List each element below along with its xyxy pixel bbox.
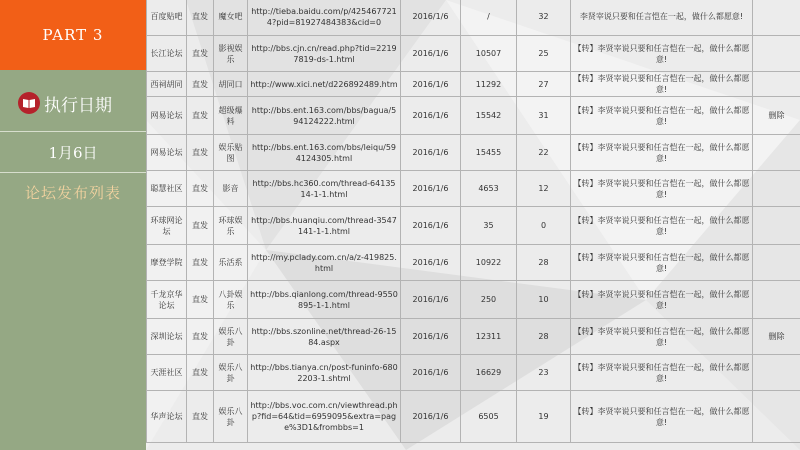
forum-cell: 网易论坛 [147,97,187,135]
forum-cell: 天涯社区 [147,355,187,391]
table-row [147,36,800,72]
replies-cell: 10 [517,281,571,319]
title-cell: 李贤宰说只要和任言恺在一起，做什么都愿意! [571,0,753,36]
url-cell: http://bbs.hc360.com/thread-6413514-1-1.html [248,171,401,207]
type-cell: 直发 [187,355,214,391]
type-cell: 直发 [187,97,214,135]
type-cell: 直发 [187,135,214,171]
replies-cell: 23 [517,355,571,391]
type-cell: 直发 [187,245,214,281]
type-cell: 直发 [187,207,214,245]
note-cell [753,281,800,319]
date-cell: 2016/1/6 [401,0,461,36]
title-cell: 【转】李贤宰说只要和任言恺在一起，做什么都愿意! [571,171,753,207]
date-cell: 2016/1/6 [401,207,461,245]
note-cell [753,0,800,36]
replies-cell: 27 [517,72,571,97]
table-row [147,97,800,135]
title-cell: 【转】李贤宰说只要和任言恺在一起，做什么都愿意! [571,355,753,391]
divider [0,131,146,132]
title-cell: 【转】李贤宰说只要和任言恺在一起，做什么都愿意! [571,72,753,97]
book-icon [18,92,40,114]
section-cell: 乐活系 [214,245,248,281]
url-cell: http://www.xici.net/d226892489.htm [248,72,401,97]
views-cell: 250 [461,281,517,319]
forum-cell: 千龙京华论坛 [147,281,187,319]
replies-cell: 12 [517,171,571,207]
date-cell: 2016/1/6 [401,391,461,443]
forum-cell: 长江论坛 [147,36,187,72]
type-cell: 直发 [187,171,214,207]
forum-post-table [146,0,800,443]
date-cell: 2016/1/6 [401,245,461,281]
views-cell: 11292 [461,72,517,97]
date-cell: 2016/1/6 [401,319,461,355]
sidebar [0,0,146,450]
replies-cell: 19 [517,391,571,443]
table-row [147,391,800,443]
url-cell: http://bbs.qianlong.com/thread-9550895-1-1.html [248,281,401,319]
note-cell: 删除 [753,97,800,135]
forum-cell: 摩登学院 [147,245,187,281]
views-cell: 12311 [461,319,517,355]
date-cell: 2016/1/6 [401,36,461,72]
section-cell: 八卦娱乐 [214,281,248,319]
views-cell: 15542 [461,97,517,135]
title-cell: 【转】李贤宰说只要和任言恺在一起，做什么都愿意! [571,281,753,319]
section-cell: 魔女吧 [214,0,248,36]
note-cell [753,72,800,97]
table-row [147,319,800,355]
section-cell: 环球娱乐 [214,207,248,245]
table-row [147,135,800,171]
type-cell: 直发 [187,72,214,97]
table-row [147,245,800,281]
section-cell: 胡同口 [214,72,248,97]
url-cell: http://my.pclady.com.cn/a/z-419825.html [248,245,401,281]
forum-cell: 华声论坛 [147,391,187,443]
execution-date-heading [18,90,112,116]
date-cell: 2016/1/6 [401,135,461,171]
views-cell: / [461,0,517,36]
forum-cell: 环球网论坛 [147,207,187,245]
table-row [147,355,800,391]
replies-cell: 28 [517,245,571,281]
replies-cell: 22 [517,135,571,171]
views-cell: 15455 [461,135,517,171]
url-cell: http://bbs.tianya.cn/post-funinfo-6802203-1.shtml [248,355,401,391]
section-cell: 超级爆料 [214,97,248,135]
note-cell [753,355,800,391]
forum-cell: 西祠胡同 [147,72,187,97]
type-cell: 直发 [187,391,214,443]
table-row [147,72,800,97]
views-cell: 35 [461,207,517,245]
note-cell: 删除 [753,319,800,355]
date-cell: 2016/1/6 [401,355,461,391]
title-cell: 【转】李贤宰说只要和任言恺在一起，做什么都愿意! [571,319,753,355]
table-row [147,281,800,319]
section-cell: 影音 [214,171,248,207]
url-cell: http://bbs.huanqiu.com/thread-3547141-1-1.html [248,207,401,245]
note-cell [753,36,800,72]
type-cell: 直发 [187,0,214,36]
date-cell: 2016/1/6 [401,281,461,319]
date-cell: 2016/1/6 [401,171,461,207]
section-cell: 娱乐八卦 [214,319,248,355]
title-cell: 【转】李贤宰说只要和任言恺在一起，做什么都愿意! [571,97,753,135]
title-cell: 【转】李贤宰说只要和任言恺在一起，做什么都愿意! [571,391,753,443]
views-cell: 16629 [461,355,517,391]
forum-cell: 网易论坛 [147,135,187,171]
url-cell: http://bbs.szonline.net/thread-26-1584.aspx [248,319,401,355]
note-cell [753,391,800,443]
forum-cell: 聪慧社区 [147,171,187,207]
list-title: 论坛发布列表 [24,184,121,202]
date-value: 1月6日 [48,144,98,162]
url-cell: http://bbs.ent.163.com/bbs/bagua/594124222.html [248,97,401,135]
divider [0,172,146,173]
replies-cell: 31 [517,97,571,135]
title-cell: 【转】李贤宰说只要和任言恺在一起，做什么都愿意! [571,135,753,171]
note-cell [753,135,800,171]
url-cell: http://bbs.cjn.cn/read.php?tid=22197819-ds-1.html [248,36,401,72]
type-cell: 直发 [187,281,214,319]
views-cell: 10507 [461,36,517,72]
section-cell: 娱乐贴图 [214,135,248,171]
replies-cell: 28 [517,319,571,355]
views-cell: 10922 [461,245,517,281]
section-cell: 娱乐八卦 [214,355,248,391]
views-cell: 6505 [461,391,517,443]
title-cell: 【转】李贤宰说只要和任言恺在一起，做什么都愿意! [571,207,753,245]
replies-cell: 32 [517,0,571,36]
date-cell: 2016/1/6 [401,72,461,97]
table-row [147,0,800,36]
replies-cell: 0 [517,207,571,245]
replies-cell: 25 [517,36,571,72]
part-label: PART 3 [0,0,146,70]
title-cell: 【转】李贤宰说只要和任言恺在一起，做什么都愿意! [571,36,753,72]
table-row [147,207,800,245]
url-cell: http://bbs.ent.163.com/bbs/leiqu/594124305.html [248,135,401,171]
section-cell: 影视娱乐 [214,36,248,72]
date-cell: 2016/1/6 [401,97,461,135]
type-cell: 直发 [187,36,214,72]
views-cell: 4653 [461,171,517,207]
note-cell [753,245,800,281]
table-row [147,171,800,207]
url-cell: http://tieba.baidu.com/p/4254677214?pid=81927484383&cid=0 [248,0,401,36]
execution-date-label: 执行日期 [44,95,112,116]
note-cell [753,207,800,245]
type-cell: 直发 [187,319,214,355]
forum-cell: 深圳论坛 [147,319,187,355]
forum-cell: 百度贴吧 [147,0,187,36]
section-cell: 娱乐八卦 [214,391,248,443]
title-cell: 【转】李贤宰说只要和任言恺在一起，做什么都愿意! [571,245,753,281]
table-area [146,0,800,450]
url-cell: http://bbs.voc.com.cn/viewthread.php?fid=64&tid=6959095&extra=page%3D1&frombbs=1 [248,391,401,443]
note-cell [753,171,800,207]
